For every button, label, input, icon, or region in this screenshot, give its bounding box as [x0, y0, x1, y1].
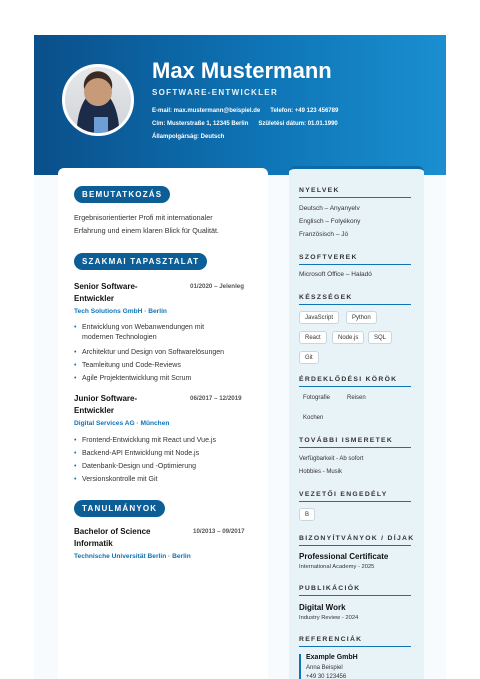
additional-item: Hobbies - Musik — [299, 469, 343, 475]
certificate-title: Professional Certificate — [299, 552, 389, 561]
summary-line: Ergebnisorientierter Profi mit internationaler — [74, 213, 213, 222]
phone-text: Telefon: +49 123 456789 — [270, 108, 339, 114]
experience-heading: SZAKMAI TAPASZTALAT — [74, 253, 207, 270]
job-company: Digital Services AG · München — [74, 420, 170, 427]
summary-line: Erfahrung und einem klaren Blick für Qualität. — [74, 226, 220, 235]
skill-tag: Git — [299, 351, 319, 364]
software-heading: SZOFTVEREK — [299, 254, 411, 265]
job-bullet-continuation: modernen Technologien — [82, 334, 157, 341]
email-text: E-mail: max.mustermann@beispiel.de — [152, 108, 261, 114]
additional-item: Verfügbarkeit - Ab sofort — [299, 456, 364, 462]
person-name: Max Mustermann — [152, 58, 332, 83]
publication-sub: Industry Review - 2024 — [299, 615, 359, 621]
skill-tag: React — [299, 331, 327, 344]
job-title: Junior Software- — [74, 394, 138, 403]
job-bullet: • Entwicklung von Webanwendungen mit — [82, 322, 204, 333]
driving-license-heading: VEZETŐI ENGEDÉLY — [299, 491, 411, 502]
job-title: Senior Software- — [74, 282, 138, 291]
birth-date-text: Születési dátum: 01.01.1990 — [258, 121, 338, 127]
skill-tag: Python — [346, 311, 377, 324]
skill-tag: Node.js — [332, 331, 364, 344]
certificate-sub: International Academy - 2025 — [299, 564, 375, 570]
references-heading: REFERENCIÁK — [299, 636, 411, 647]
certificates-heading: BIZONYÍTVÁNYOK / DÍJAK — [299, 535, 411, 546]
language-item: Deutsch – Anyanyelv — [299, 205, 360, 212]
job-bullet: • Versionskontrolle mit Git — [82, 474, 157, 485]
reference-phone: +49 30 123456 — [306, 674, 347, 679]
job-bullet: • Backend-API Entwicklung mit Node.js — [82, 448, 199, 459]
languages-heading: NYELVEK — [299, 187, 411, 198]
language-item: Französisch – Jó — [299, 231, 349, 238]
degree-title: Bachelor of Science — [74, 527, 151, 536]
resume-page — [34, 35, 446, 679]
job-title: Entwickler — [74, 406, 115, 415]
job-title: Entwickler — [74, 294, 115, 303]
education-date: 10/2013 – 09/2017 — [193, 528, 245, 535]
main-column — [58, 168, 268, 679]
citizenship-text: Állampolgárság: Deutsch — [152, 134, 225, 140]
degree-title: Informatik — [74, 539, 113, 548]
school-name: Technische Universität Berlin · Berlin — [74, 553, 191, 560]
profile-photo — [62, 64, 134, 136]
publication-title: Digital Work — [299, 603, 346, 612]
job-date: 01/2020 – Jelenleg — [190, 283, 245, 290]
job-bullet: • Architektur und Design von Softwarelösungen — [82, 347, 224, 358]
job-bullet: • Agile Projektentwicklung mit Scrum — [82, 373, 191, 384]
license-tag: B — [299, 508, 315, 521]
interest-item: Fotografie — [303, 395, 331, 401]
reference-card — [299, 654, 411, 679]
skill-tag: SQL — [368, 331, 392, 344]
interests-heading: ÉRDEKLŐDÉSI KÖRÖK — [299, 376, 411, 387]
job-role: SOFTWARE-ENTWICKLER — [152, 88, 279, 97]
interest-item: Kochen — [303, 415, 324, 421]
software-item: Microsoft Office – Haladó — [299, 271, 372, 278]
job-bullet: • Teamleitung und Code-Reviews — [82, 360, 181, 371]
reference-company: Example GmbH — [306, 654, 358, 661]
skills-heading: KÉSZSÉGEK — [299, 294, 411, 305]
reference-person: Anna Beispiel — [306, 665, 343, 671]
language-item: Englisch – Folyékony — [299, 218, 361, 225]
education-heading: TANULMÁNYOK — [74, 500, 165, 517]
job-bullet: • Datenbank-Design und -Optimierung — [82, 461, 196, 472]
job-date: 06/2017 – 12/2019 — [190, 395, 242, 402]
skill-tag: JavaScript — [299, 311, 339, 324]
job-company: Tech Solutions GmbH · Berlin — [74, 308, 167, 315]
resume-header — [34, 35, 446, 175]
address-text: Cím: Musterstraße 1, 12345 Berlin — [152, 121, 249, 127]
contact-line-1 — [152, 108, 338, 114]
interest-item: Reisen — [347, 395, 366, 401]
contact-line-2 — [152, 121, 338, 127]
summary-heading: BEMUTATKOZÁS — [74, 186, 170, 203]
job-bullet: • Frontend-Entwicklung mit React und Vue.js — [82, 435, 216, 446]
sidebar-column — [289, 166, 424, 679]
additional-skills-heading: TOVÁBBI ISMERETEK — [299, 437, 411, 448]
publications-heading: PUBLIKÁCIÓK — [299, 585, 411, 596]
